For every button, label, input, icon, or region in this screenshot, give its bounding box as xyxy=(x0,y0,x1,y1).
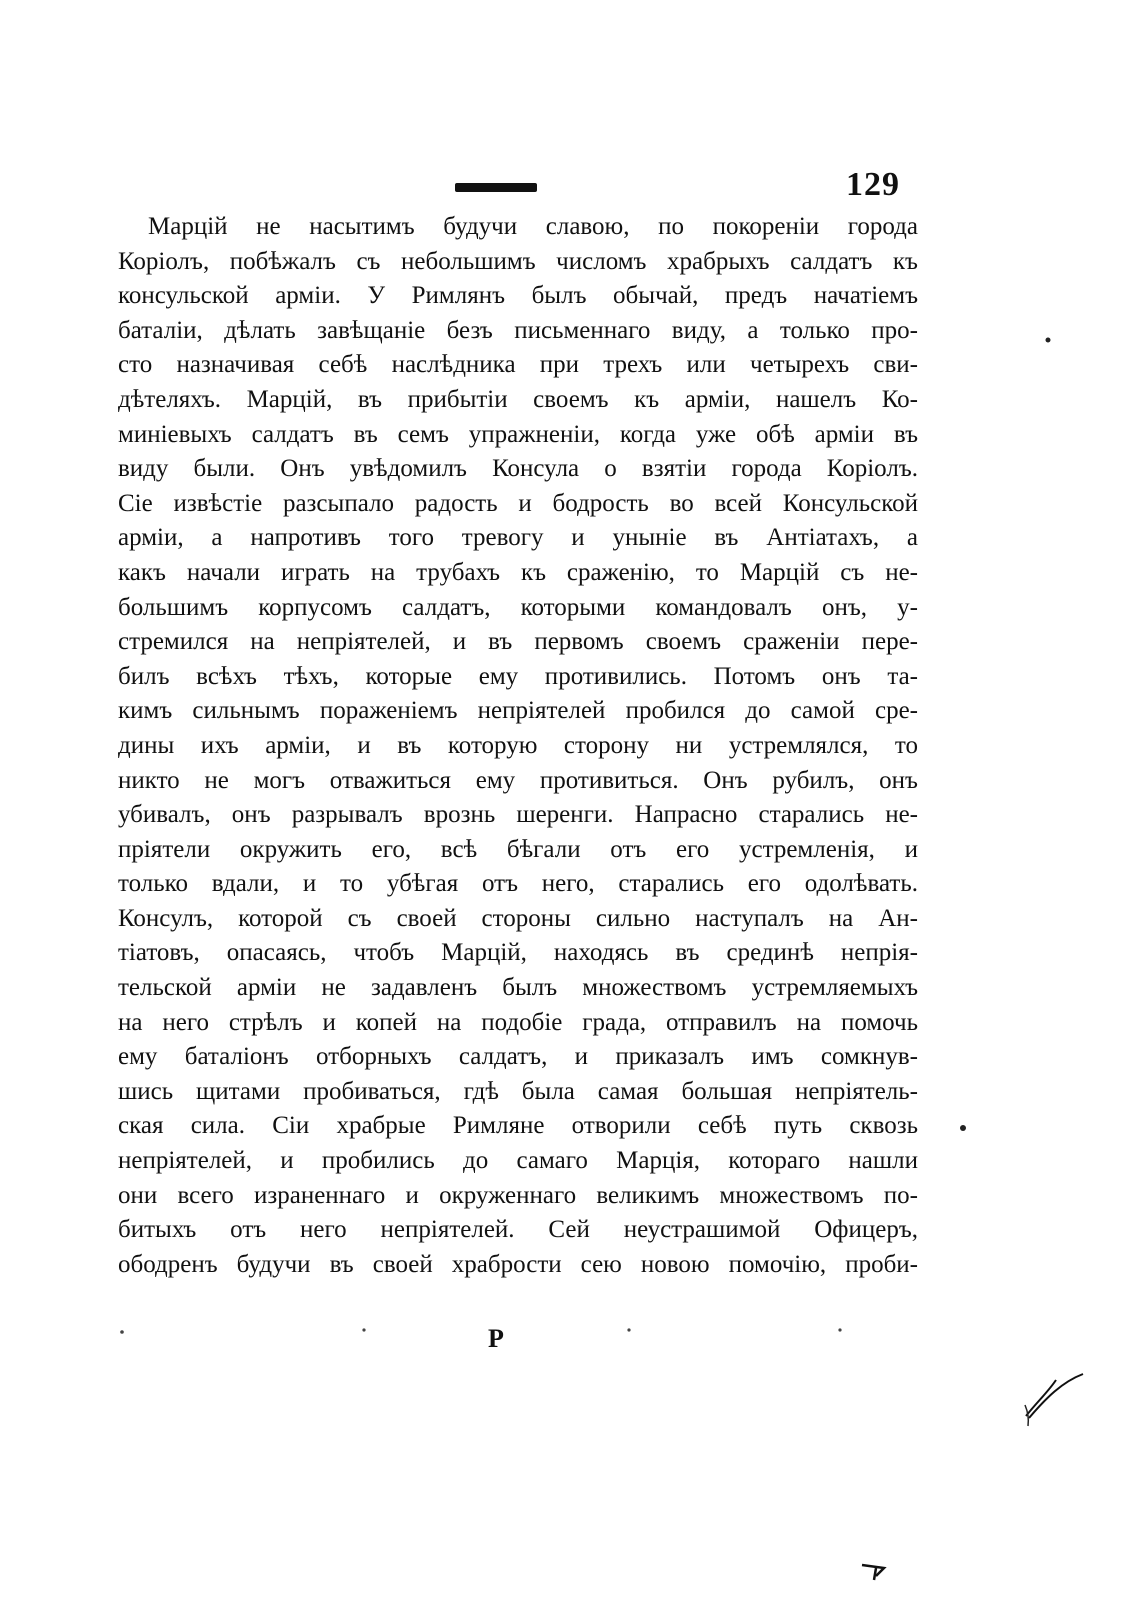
speck-mark xyxy=(960,1125,966,1131)
text-line: ему баталіонъ отборныхъ салдатъ, и приказалъ имъ сомкнув- xyxy=(118,1043,918,1071)
text-line: Сіе извѣстіе разсыпало радость и бодрость во всей Консульской xyxy=(118,489,918,517)
text-line: пріятели окружить его, всѣ бѣгали отъ его устремленія, и xyxy=(118,835,918,863)
text-line: битыхъ отъ него непріятелей. Сей неустрашимой Офицеръ, xyxy=(118,1216,918,1244)
text-line: на него стрѣлъ и копей на подобіе града, отправилъ на помочь xyxy=(118,1008,918,1036)
text-line: билъ всѣхъ тѣхъ, которые ему противились. Потомъ онъ та- xyxy=(118,662,918,690)
text-line: консульской арміи. У Римлянъ былъ обычай, предъ начатіемъ xyxy=(118,282,918,310)
text-line: шись щитами пробиваться, гдѣ была самая большая непріятель- xyxy=(118,1077,918,1105)
text-line: Консулъ, которой съ своей стороны сильно наступалъ на Ан- xyxy=(118,904,918,932)
text-line: ободренъ будучи въ своей храбрости сею новою помочію, проби- xyxy=(118,1250,918,1278)
text-line: Марцій не насытимъ будучи славою, по покореніи города xyxy=(148,213,918,240)
signature-mark: Р xyxy=(488,1324,504,1353)
text-line: только вдали, и то убѣгая отъ него, старались его одолѣвать. xyxy=(118,870,918,898)
text-line: дѣтеляхъ. Марцій, въ прибытіи своемъ къ арміи, нашелъ Ко- xyxy=(118,385,918,413)
pen-stroke-mark xyxy=(1026,1374,1083,1418)
text-line: какъ начали играть на трубахъ къ сраженію, то Марцій съ не- xyxy=(118,558,918,586)
corner-mark xyxy=(862,1565,884,1580)
speck-mark xyxy=(1046,338,1051,343)
text-line: стремился на непріятелей, и въ первомъ своемъ сраженіи пере- xyxy=(118,628,918,656)
speck-mark xyxy=(838,1328,841,1331)
text-line: большимъ корпусомъ салдатъ, которыми командовалъ онъ, у- xyxy=(118,593,918,621)
text-line: убивалъ, онъ разрывалъ врознь шеренги. Напрасно старались не- xyxy=(118,801,918,829)
header-ornament-rule xyxy=(455,183,537,192)
page-number: 129 xyxy=(846,166,900,203)
text-line: кимъ сильнымъ пораженіемъ непріятелей пробился до самой сре- xyxy=(118,697,918,725)
text-line: никто не могъ отважиться ему противиться. Онъ рубилъ, онъ xyxy=(118,766,918,794)
pen-stroke-mark xyxy=(1025,1405,1028,1426)
speck-mark xyxy=(627,1328,630,1331)
speck-mark xyxy=(120,1330,124,1334)
text-line: баталіи, дѣлать завѣщаніе безъ письменнаго виду, а только про- xyxy=(118,316,918,344)
text-line: арміи, а напротивъ того тревогу и унынiе въ Антіатахъ, а xyxy=(118,524,918,552)
body-text xyxy=(118,210,918,1282)
text-line: виду были. Онъ увѣдомилъ Консула о взятіи города Коріолъ. xyxy=(118,455,918,483)
speck-mark xyxy=(362,1328,365,1331)
text-line: минiевыхъ салдатъ въ семъ упражненіи, когда уже обѣ арміи въ xyxy=(118,420,918,448)
text-line: они всего израненнаго и окруженнаго великимъ множествомъ по- xyxy=(118,1181,918,1209)
text-line: Коріолъ, побѣжалъ съ небольшимъ числомъ храбрыхъ салдатъ къ xyxy=(118,247,918,275)
text-line: тельской арміи не задавленъ былъ множествомъ устремляемыхъ xyxy=(118,974,918,1002)
text-line: ская сила. Сіи храбрые Римляне отворили себѣ путь сквозь xyxy=(118,1112,918,1140)
text-line: тіатовъ, опасаясь, чтобъ Марцій, находясь въ срединѣ непрія- xyxy=(118,939,918,967)
text-line: дины ихъ арміи, и въ которую сторону ни устремлялся, то xyxy=(118,731,918,759)
text-line: непріятелей, и пробились до самаго Марція, котораго нашли xyxy=(118,1147,918,1175)
text-line: сто назначивая себѣ наслѣдника при трехъ или четырехъ сви- xyxy=(118,351,918,379)
